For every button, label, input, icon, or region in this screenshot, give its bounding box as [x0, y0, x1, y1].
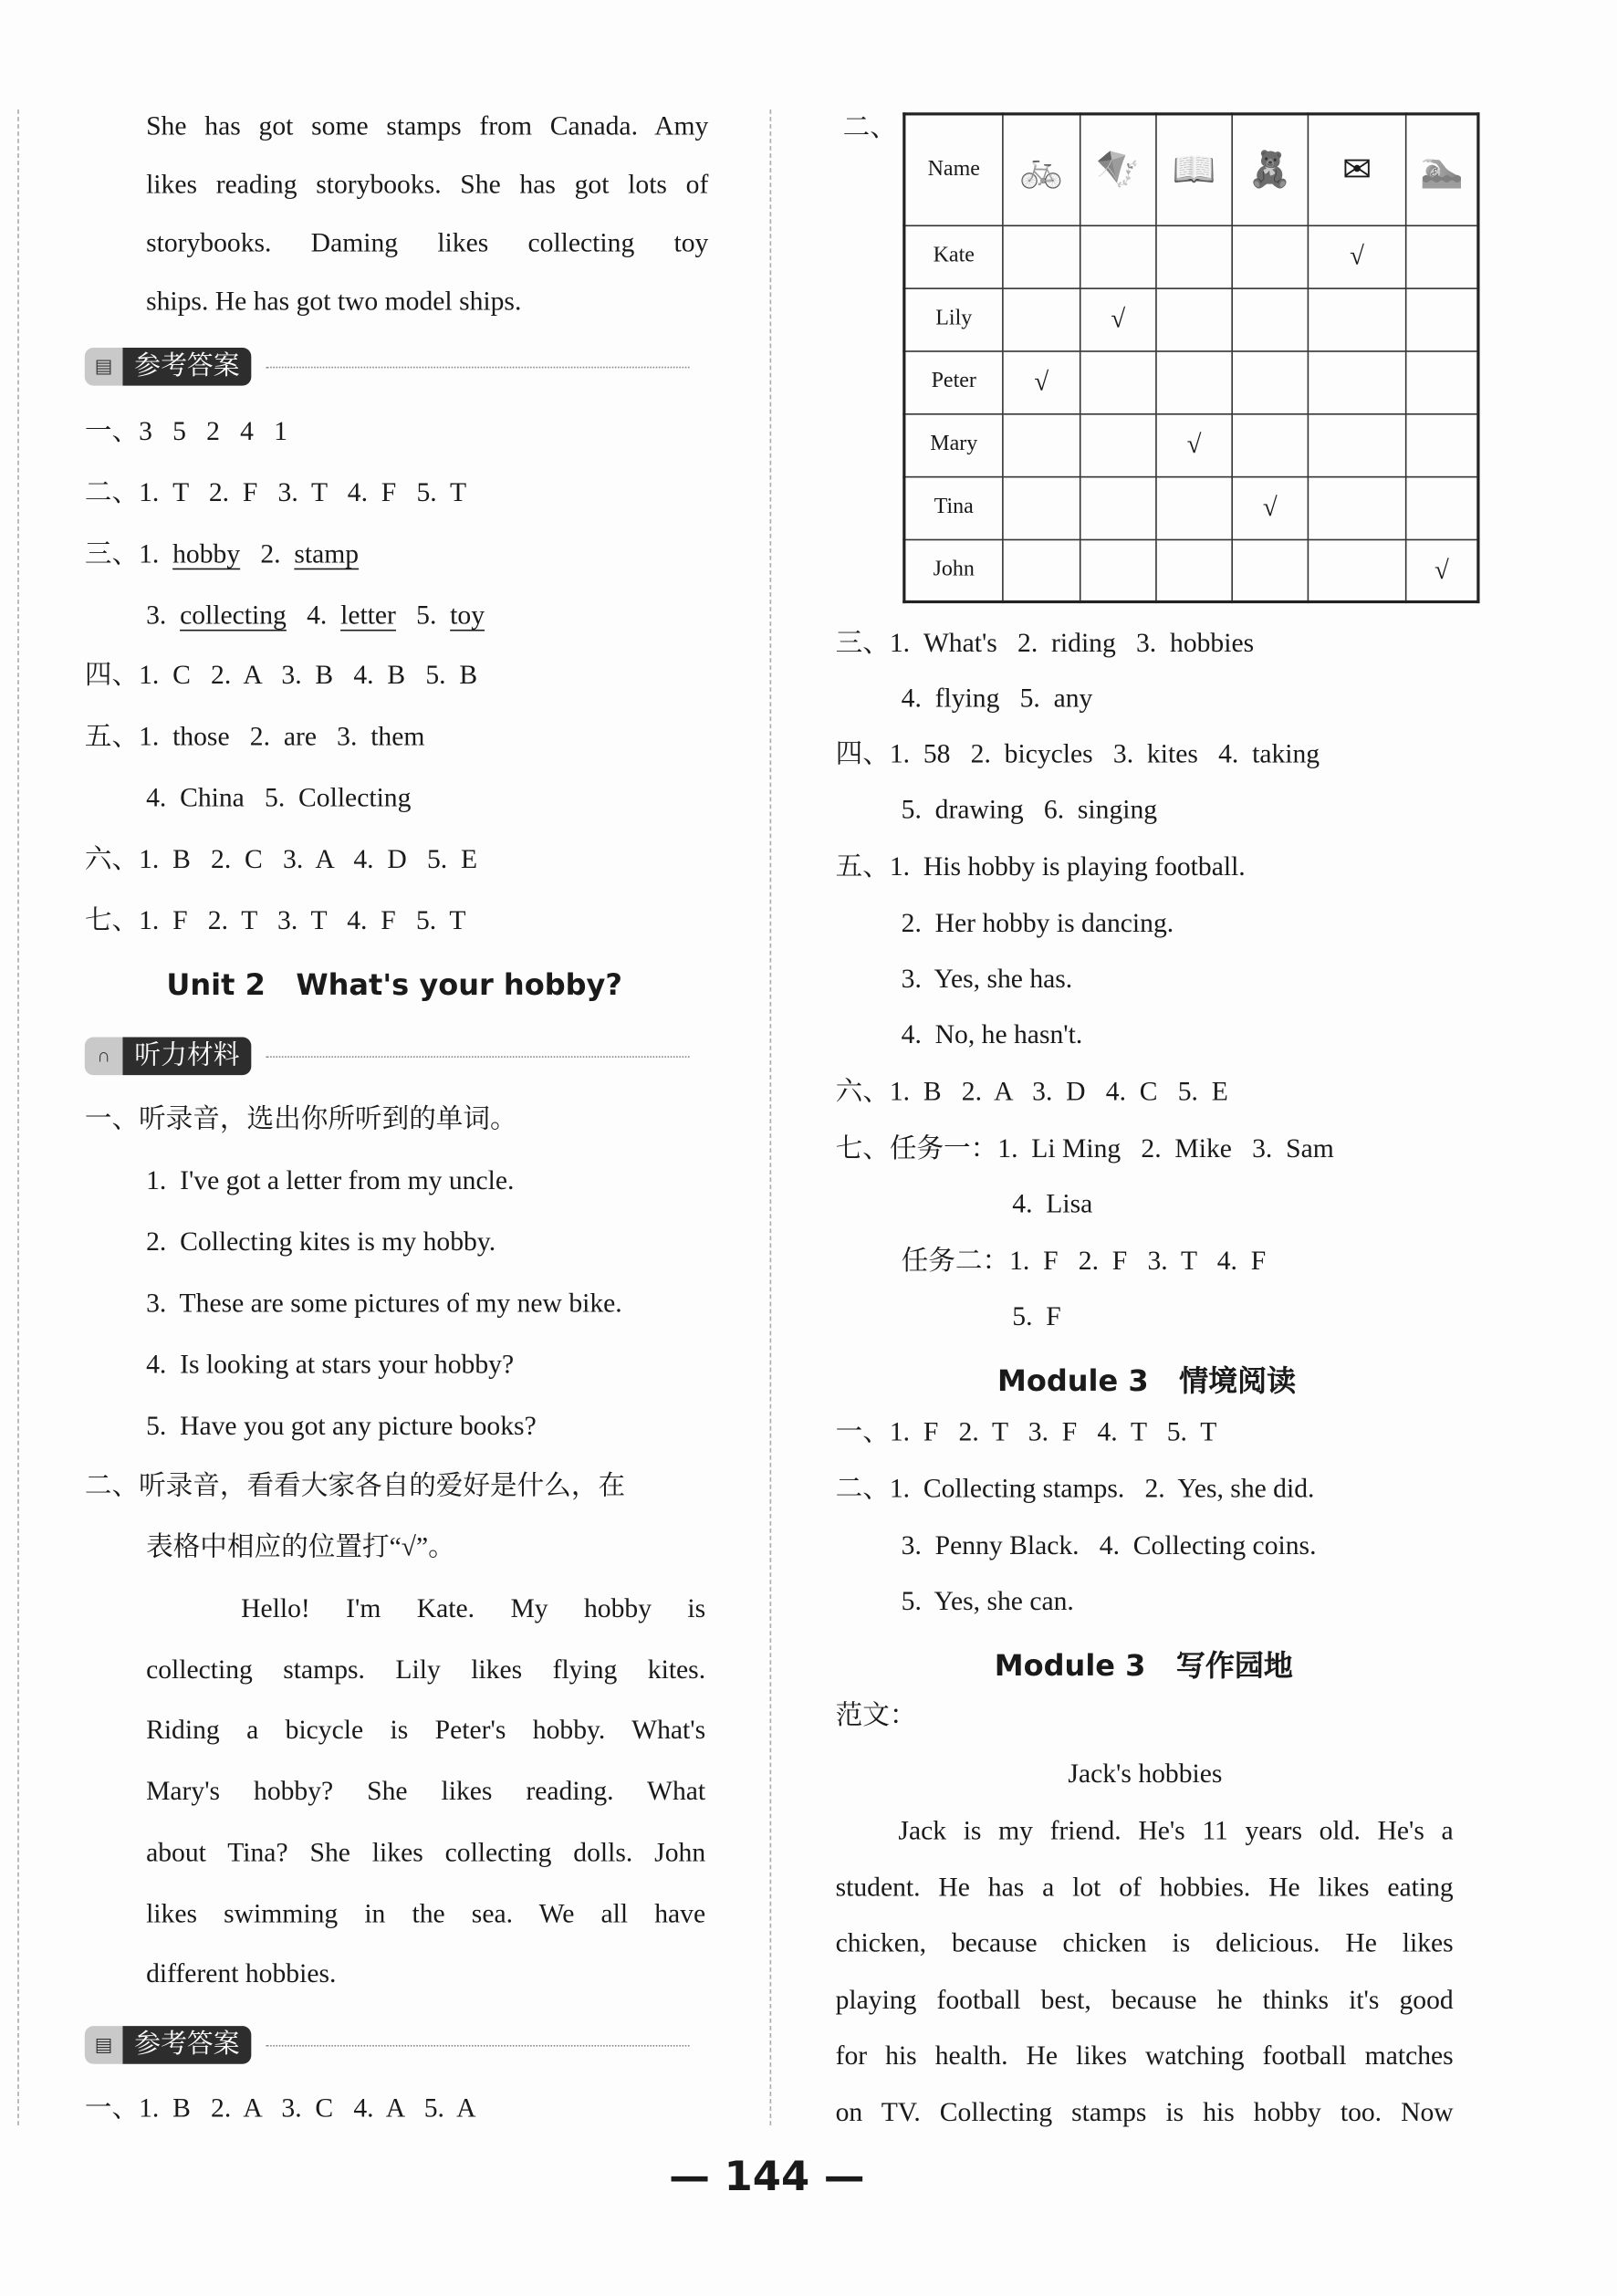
essay-line: for his health. He likes watching football matches — [835, 2041, 1454, 2072]
table-cell — [1406, 287, 1478, 350]
table-cell — [1308, 287, 1405, 350]
table-cell — [1232, 539, 1308, 602]
table-row — [904, 413, 1478, 476]
section-header-label: 听力材料 — [122, 1037, 251, 1075]
question-title: 一、听录音，选出你所听到的单词。 — [84, 1105, 517, 1135]
question-title: 表格中相应的位置打“√”。 — [146, 1533, 455, 1563]
section-header — [85, 348, 690, 386]
passage-line: Mary's hobby? She likes reading. What — [146, 1778, 706, 1808]
question-number: 二、 — [842, 113, 897, 143]
table-cell — [1308, 539, 1405, 602]
check-mark: √ — [1034, 366, 1049, 396]
answer-line: 5. Yes, she can. — [901, 1587, 1074, 1617]
table-row — [904, 476, 1478, 539]
answer-word: collecting — [180, 601, 287, 631]
section-title: Unit 2 What's your hobby? — [166, 966, 622, 1003]
answer-line: 七、任务一：1. Li Ming 2. Mike 3. Sam — [835, 1134, 1334, 1164]
essay-line: student. He has a lot of hobbies. He likes eating — [835, 1873, 1454, 1903]
answer-word: letter — [340, 601, 396, 631]
table-cell — [1003, 287, 1080, 350]
table-cell — [1308, 350, 1405, 413]
passage-line: She has got some stamps from Canada. Amy — [146, 112, 709, 142]
reading-icon: 📖 — [1156, 114, 1232, 225]
column-divider — [770, 110, 772, 2125]
answer-line: 任务二：1. F 2. F 3. T 4. F — [901, 1247, 1267, 1278]
table-cell — [1156, 476, 1232, 539]
answer-line: 一、3 5 2 4 1 — [84, 417, 287, 447]
headphones-icon: ∩ — [85, 1037, 123, 1075]
row-name: Lily — [904, 287, 1003, 350]
passage-line: Hello! I'm Kate. My hobby is — [241, 1594, 706, 1624]
answer-line: 三、1. hobby 2. stamp — [84, 540, 360, 570]
table-cell — [1232, 413, 1308, 476]
essay-title: Jack's hobbies — [1068, 1759, 1223, 1790]
answer-line: 一、1. F 2. T 3. F 4. T 5. T — [835, 1418, 1217, 1448]
answer-line: 六、1. B 2. C 3. A 4. D 5. E — [84, 845, 478, 875]
table-cell — [1232, 350, 1308, 413]
table-cell — [1003, 413, 1080, 476]
table-cell — [1080, 413, 1156, 476]
table-cell — [1406, 350, 1478, 413]
table-header-name: Name — [904, 114, 1003, 225]
answer-line: 五、1. those 2. are 3. them — [84, 723, 425, 753]
passage-line: different hobbies. — [146, 1960, 337, 1990]
essay-line: playing football best, because he thinks it's good — [835, 1986, 1454, 2016]
answer-line: 二、1. Collecting stamps. 2. Yes, she did. — [835, 1475, 1315, 1505]
table-cell — [1080, 225, 1156, 288]
hobby-table — [902, 112, 1479, 603]
riding-bike-icon: 🚲 — [1003, 114, 1080, 225]
section-title: Module 3 写作园地 — [994, 1647, 1293, 1684]
check-mark: √ — [1186, 429, 1202, 459]
table-cell — [1406, 413, 1478, 476]
answer-word: toy — [450, 601, 485, 631]
answer-line: 5. drawing 6. singing — [901, 796, 1158, 826]
table-cell — [1156, 539, 1232, 602]
row-name: John — [904, 539, 1003, 602]
table-cell — [1003, 350, 1080, 413]
table-cell — [1308, 413, 1405, 476]
passage-line: Riding a bicycle is Peter's hobby. What's — [146, 1717, 706, 1747]
row-name: Peter — [904, 350, 1003, 413]
table-cell — [1080, 539, 1156, 602]
row-name: Mary — [904, 413, 1003, 476]
answer-line: 5. F — [1012, 1302, 1061, 1332]
passage-line: collecting stamps. Lily likes flying kites. — [146, 1655, 706, 1685]
table-cell — [1232, 476, 1308, 539]
section-title: Module 3 情境阅读 — [996, 1362, 1297, 1398]
passage-line: ships. He has got two model ships. — [146, 287, 522, 318]
answer-line: 4. Lisa — [1012, 1190, 1093, 1220]
table-cell — [1003, 225, 1080, 288]
table-cell — [1406, 539, 1478, 602]
essay-line: chicken, because chicken is delicious. He likes — [835, 1929, 1454, 1959]
essay-line: on TV. Collecting stamps is his hobby too. Now — [835, 2098, 1454, 2128]
dotted-rule — [266, 2044, 689, 2046]
table-cell — [1406, 476, 1478, 539]
check-mark: √ — [1350, 241, 1364, 271]
table-cell — [1156, 287, 1232, 350]
table-cell — [1308, 476, 1405, 539]
dolls-icon: 🧸 — [1232, 114, 1308, 225]
listening-item: 5. Have you got any picture books? — [146, 1412, 537, 1442]
listening-item: 4. Is looking at stars your hobby? — [146, 1351, 515, 1381]
table-cell — [1156, 413, 1232, 476]
table-cell — [1003, 539, 1080, 602]
answer-line: 六、1. B 2. A 3. D 4. C 5. E — [835, 1078, 1228, 1108]
answer-line: 4. China 5. Collecting — [146, 784, 412, 814]
table-cell — [1232, 225, 1308, 288]
table-cell — [1156, 350, 1232, 413]
passage-line: storybooks. Daming likes collecting toy — [146, 229, 709, 259]
table-row — [904, 225, 1478, 288]
table-row — [904, 350, 1478, 413]
answer-icon: ▤ — [85, 2026, 123, 2064]
answer-icon: ▤ — [85, 348, 123, 386]
answer-line: 4. flying 5. any — [901, 684, 1093, 715]
answer-line: 4. No, he hasn't. — [901, 1020, 1083, 1050]
section-header-label: 参考答案 — [122, 348, 251, 386]
essay-line: Jack is my friend. He's 11 years old. He's a — [898, 1817, 1454, 1847]
listening-item: 3. These are some pictures of my new bike. — [146, 1289, 622, 1320]
stamps-icon: ✉ — [1308, 114, 1405, 225]
listening-item: 2. Collecting kites is my hobby. — [146, 1228, 496, 1258]
table-cell — [1003, 476, 1080, 539]
table-cell — [1080, 287, 1156, 350]
table-cell — [1232, 287, 1308, 350]
table-cell — [1156, 225, 1232, 288]
row-name: Tina — [904, 476, 1003, 539]
answer-line: 一、1. B 2. A 3. C 4. A 5. A — [84, 2094, 476, 2124]
check-mark: √ — [1262, 492, 1278, 522]
section-header — [85, 2026, 690, 2064]
dotted-rule — [266, 366, 689, 368]
answer-word: hobby — [172, 540, 241, 570]
answer-line: 七、1. F 2. T 3. T 4. F 5. T — [84, 907, 466, 937]
answer-line: 2. Her hobby is dancing. — [901, 910, 1174, 940]
sample-label: 范文： — [835, 1701, 917, 1731]
table-cell — [1406, 225, 1478, 288]
table-cell — [1080, 476, 1156, 539]
answer-line: 四、1. C 2. A 3. B 4. B 5. B — [84, 662, 478, 692]
flying-kite-icon: 🪁 — [1080, 114, 1156, 225]
table-cell — [1308, 225, 1405, 288]
answer-line: 三、1. What's 2. riding 3. hobbies — [835, 629, 1255, 659]
listening-item: 1. I've got a letter from my uncle. — [146, 1166, 515, 1196]
passage-line: about Tina? She likes collecting dolls. John — [146, 1838, 706, 1868]
table-cell — [1080, 350, 1156, 413]
passage-line: likes reading storybooks. She has got lots of — [146, 171, 709, 201]
answer-line: 3. Penny Black. 4. Collecting coins. — [901, 1532, 1317, 1562]
answer-word: stamp — [294, 540, 360, 570]
answer-line: 3. Yes, she has. — [901, 965, 1073, 996]
table-row — [904, 287, 1478, 350]
row-name: Kate — [904, 225, 1003, 288]
margin-line — [17, 110, 19, 2125]
check-mark: √ — [1434, 554, 1449, 584]
page-number: — 144 — — [669, 2152, 865, 2201]
answer-line: 二、1. T 2. F 3. T 4. F 5. T — [84, 479, 467, 509]
check-mark: √ — [1111, 303, 1126, 333]
answer-line: 3. collecting 4. letter 5. toy — [146, 601, 485, 631]
table-row — [904, 539, 1478, 602]
question-title: 二、听录音，看看大家各自的爱好是什么，在 — [84, 1472, 626, 1502]
section-header-label: 参考答案 — [122, 2026, 251, 2064]
section-header — [85, 1037, 690, 1075]
answer-line: 五、1. His hobby is playing football. — [835, 852, 1246, 882]
swimming-icon: 🏊 — [1406, 114, 1478, 225]
dotted-rule — [266, 1056, 689, 1058]
passage-line: likes swimming in the sea. We all have — [146, 1899, 706, 1929]
answer-line: 四、1. 58 2. bicycles 3. kites 4. taking — [835, 740, 1320, 770]
